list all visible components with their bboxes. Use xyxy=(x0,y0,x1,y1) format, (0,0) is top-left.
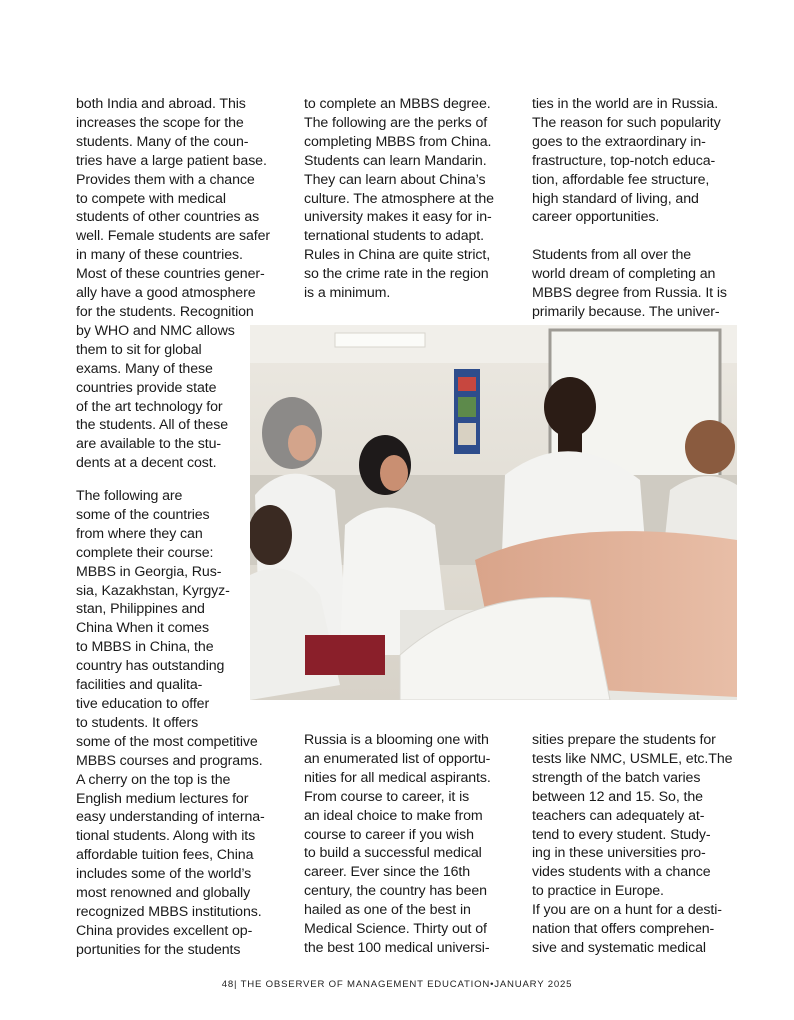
text-line: MBBS courses and programs. xyxy=(76,752,263,769)
text-line: The following are the perks of xyxy=(304,114,488,131)
text-line: ing in these universities pro- xyxy=(532,845,706,862)
text-line: by WHO and NMC allows xyxy=(76,322,235,339)
page-number: 48 xyxy=(221,979,234,990)
text-line: strength of the batch varies xyxy=(532,769,701,786)
text-line: tests like NMC, USMLE, etc.The xyxy=(532,750,733,767)
text-line: is a minimum. xyxy=(304,285,391,302)
text-line: to practice in Europe. xyxy=(532,883,664,900)
text-line: nities for all medical aspirants. xyxy=(304,769,491,786)
publication-name: THE OBSERVER OF MANAGEMENT EDUCATION xyxy=(240,979,491,990)
text-line: ternational students to adapt. xyxy=(304,228,484,245)
text-line: university makes it easy for in- xyxy=(304,209,492,226)
text-line: most renowned and globally xyxy=(76,885,251,902)
column-3-top-2 xyxy=(532,246,742,322)
text-line: MBBS degree from Russia. It is xyxy=(532,284,727,301)
text-line: easy understanding of interna- xyxy=(76,809,265,826)
text-line: Provides them with a chance xyxy=(76,171,255,188)
text-line: culture. The atmosphere at the xyxy=(304,190,494,207)
text-line: Medical Science. Thirty out of xyxy=(304,921,487,938)
text-line: stan, Philippines and xyxy=(76,601,205,618)
text-line: If you are on a hunt for a desti- xyxy=(532,902,722,919)
text-line: tion, affordable fee structure, xyxy=(532,171,710,188)
text-line: some of the countries xyxy=(76,506,210,523)
text-line: Russia is a blooming one with xyxy=(304,732,489,748)
text-line: complete their course: xyxy=(76,544,214,561)
text-line: so the crime rate in the region xyxy=(304,266,489,283)
text-line: an ideal choice to make from xyxy=(304,807,483,824)
text-line: world dream of completing an xyxy=(532,265,716,282)
text-line: includes some of the world’s xyxy=(76,866,252,883)
text-line: between 12 and 15. So, the xyxy=(532,788,703,805)
text-line: Students can learn Mandarin. xyxy=(304,152,487,169)
text-line: to MBBS in China, the xyxy=(76,639,214,656)
text-line: Most of these countries gener- xyxy=(76,266,265,283)
text-line: Students from all over the xyxy=(532,247,692,263)
text-line: tend to every student. Study- xyxy=(532,826,711,843)
text-line: China provides excellent op- xyxy=(76,922,253,939)
text-line: teachers can adequately at- xyxy=(532,807,705,824)
page-footer xyxy=(0,979,794,990)
text-line: sities prepare the students for xyxy=(532,732,716,748)
text-line: for the students. Recognition xyxy=(76,303,254,320)
text-line: recognized MBBS institutions. xyxy=(76,903,262,920)
text-line: course to career if you wish xyxy=(304,826,474,843)
text-line: students. Many of the coun- xyxy=(76,133,249,150)
text-line: tive education to offer xyxy=(76,695,210,712)
text-line: They can learn about China’s xyxy=(304,171,486,188)
column-3-bottom xyxy=(532,731,742,958)
text-line: sia, Kazakhstan, Kyrgyz- xyxy=(76,582,230,599)
text-line: both India and abroad. This xyxy=(76,96,246,112)
text-line: an enumerated list of opportu- xyxy=(304,750,491,767)
text-line: The following are xyxy=(76,488,183,504)
text-line: the best 100 medical universi- xyxy=(304,939,490,956)
text-line: ties in the world are in Russia. xyxy=(532,96,719,112)
text-line: A cherry on the top is the xyxy=(76,771,231,788)
text-line: vides students with a chance xyxy=(532,864,711,881)
text-line: China When it comes xyxy=(76,620,209,637)
text-line: increases the scope for the xyxy=(76,114,244,131)
text-line: students of other countries as xyxy=(76,209,260,226)
text-line: some of the most competitive xyxy=(76,733,258,750)
text-line: countries provide state xyxy=(76,379,217,396)
text-line: affordable tuition fees, China xyxy=(76,847,254,864)
column-2-top xyxy=(304,95,514,303)
text-line: portunities for the students xyxy=(76,941,241,958)
text-line: exams. Many of these xyxy=(76,360,213,377)
text-line: century, the country has been xyxy=(304,883,487,900)
footer-separator: | xyxy=(233,979,238,990)
column-1-bottom xyxy=(76,487,276,960)
issue-date: JANUARY 2025 xyxy=(494,979,573,990)
text-line: From course to career, it is xyxy=(304,788,470,805)
text-line: hailed as one of the best in xyxy=(304,902,471,919)
text-line: English medium lectures for xyxy=(76,790,249,807)
text-line: career opportunities. xyxy=(532,209,660,226)
text-line: MBBS in Georgia, Rus- xyxy=(76,563,222,580)
text-line: frastructure, top-notch educa- xyxy=(532,152,716,169)
classroom-photo-icon xyxy=(250,325,737,700)
footer-bullet: • xyxy=(490,979,495,990)
text-line: nation that offers comprehen- xyxy=(532,921,715,938)
text-line: high standard of living, and xyxy=(532,190,699,207)
text-line: in many of these countries. xyxy=(76,247,243,264)
text-line: ally have a good atmosphere xyxy=(76,285,256,302)
text-line: well. Female students are safer xyxy=(76,228,271,245)
column-3-top xyxy=(532,95,742,227)
text-line: to students. It offers xyxy=(76,714,199,731)
text-line: country has outstanding xyxy=(76,658,225,675)
text-line: primarily because. The univer- xyxy=(532,303,720,320)
text-line: facilities and qualita- xyxy=(76,677,203,694)
classroom-photo xyxy=(250,325,737,700)
column-1-top xyxy=(76,95,271,473)
text-line: completing MBBS from China. xyxy=(304,133,492,150)
text-line: to compete with medical xyxy=(76,190,226,207)
text-line: them to sit for global xyxy=(76,341,202,358)
text-line: of the art technology for xyxy=(76,398,223,415)
text-line: tional students. Along with its xyxy=(76,828,256,845)
text-line: to build a successful medical xyxy=(304,845,482,862)
column-2-bottom xyxy=(304,731,514,958)
text-line: the students. All of these xyxy=(76,417,228,434)
text-line: are available to the stu- xyxy=(76,436,221,453)
text-line: tries have a large patient base. xyxy=(76,152,267,169)
text-line: goes to the extraordinary in- xyxy=(532,133,706,150)
text-line: from where they can xyxy=(76,525,203,542)
text-line: dents at a decent cost. xyxy=(76,455,217,472)
text-line: The reason for such popularity xyxy=(532,114,721,131)
text-line: Rules in China are quite strict, xyxy=(304,247,491,264)
text-line: to complete an MBBS degree. xyxy=(304,96,491,112)
text-line: career. Ever since the 16th xyxy=(304,864,471,881)
text-line: sive and systematic medical xyxy=(532,939,706,956)
